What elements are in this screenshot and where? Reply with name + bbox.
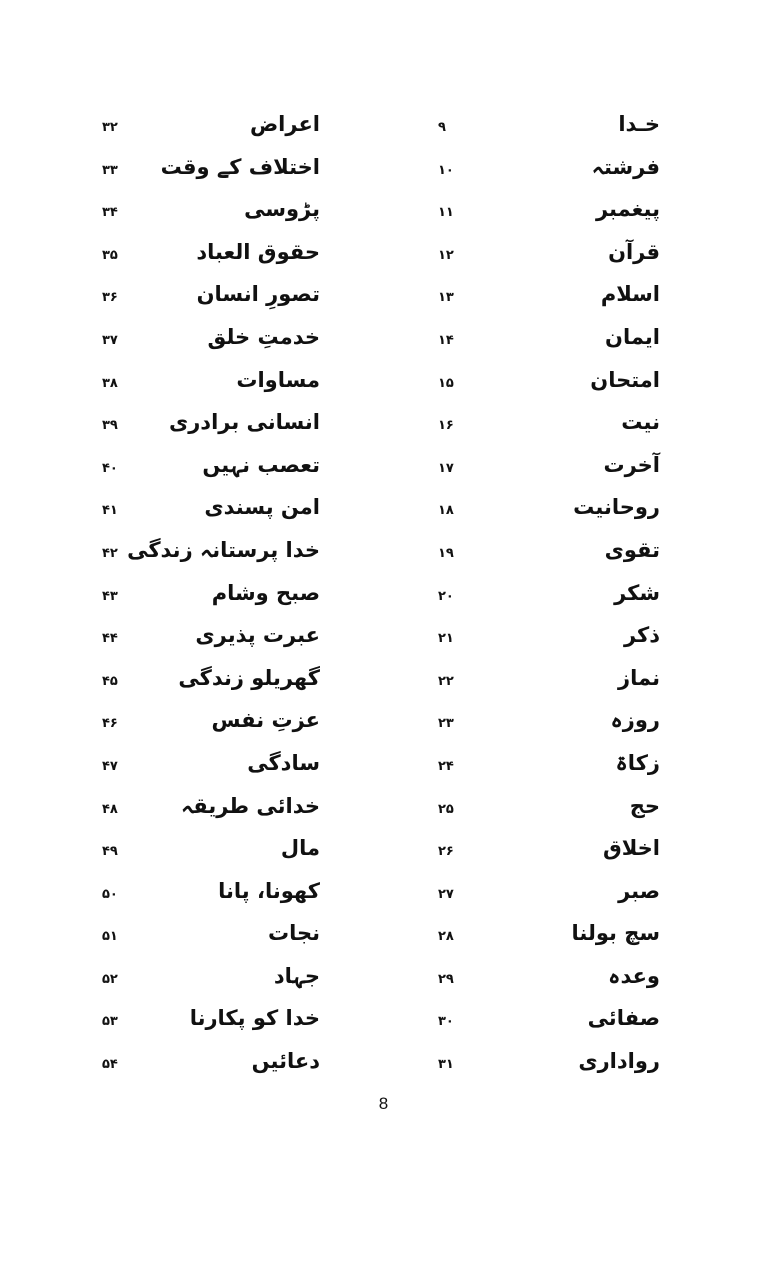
toc-entry-page-number: ۱۸ [438, 503, 454, 519]
toc-entry [90, 790, 340, 833]
toc-entry-title: تقوی [604, 537, 660, 562]
toc-entry [400, 1002, 670, 1045]
toc-entry-page-number: ۵۰ [102, 886, 118, 902]
toc-entry-page-number: ۲۵ [438, 801, 454, 817]
toc-entry [90, 406, 340, 449]
toc-entry-title: رواداری [578, 1049, 660, 1074]
toc-entry-title: فرشتہ [591, 154, 660, 179]
toc-entry-page-number: ۳۲ [102, 120, 118, 135]
toc-entry-title: پڑوسی [244, 197, 320, 222]
toc-entry-title: گھریلو زندگی [178, 665, 320, 690]
toc-entry-title: صبح وشام [211, 580, 320, 605]
toc-entry [400, 321, 670, 364]
toc-entry-title: اسلام [600, 282, 660, 307]
toc-entry-page-number: ۱۴ [438, 332, 454, 348]
toc-entry [400, 960, 670, 1003]
toc-entry-title: انسانی برادری [168, 410, 320, 435]
toc-entry-page-number: ۱۳ [438, 290, 454, 306]
toc-entry-title: پیغمبر [595, 197, 660, 222]
toc-entry-title: مال [280, 836, 320, 861]
toc-entry-title: خدا پرستانہ زندگی [127, 537, 320, 562]
toc-entry-title: ایمان [605, 324, 660, 349]
toc-entry [90, 278, 340, 321]
toc-entry [90, 236, 340, 279]
toc-entry [400, 662, 670, 705]
toc-entry [400, 747, 670, 790]
toc-entry [400, 193, 670, 236]
toc-entry [400, 619, 670, 662]
toc-entry-page-number: ۲۰ [438, 588, 454, 604]
toc-entry [400, 236, 670, 279]
toc-entry-title: سادگی [247, 750, 320, 775]
toc-entry-title: کھونا، پانا [218, 878, 320, 903]
toc-entry-page-number: ۴۲ [102, 545, 118, 561]
toc-entry [400, 1045, 670, 1088]
toc-entry-page-number: ۳۱ [438, 1057, 454, 1073]
toc-entry [400, 491, 670, 534]
toc-entry-title: نماز [618, 665, 660, 690]
toc-entry-title: روحانیت [573, 495, 660, 520]
toc-entry [400, 406, 670, 449]
toc-entry-page-number: ۴۷ [102, 758, 118, 774]
toc-entry-title: جہاد [273, 963, 320, 988]
toc-entry-page-number: ۳۹ [102, 418, 118, 434]
toc-entry-title: خدائی طریقہ [180, 793, 320, 818]
toc-entry-page-number: ۴۹ [102, 844, 118, 860]
toc-entry-page-number: ۲۴ [438, 758, 454, 774]
toc-entry-page-number: ۳۸ [102, 375, 118, 391]
toc-entry [400, 534, 670, 577]
toc-entry [90, 193, 340, 236]
toc-entry-title: اختلاف کے وقت [160, 154, 320, 179]
toc-entry-page-number: ۳۰ [438, 1014, 454, 1030]
toc-entry-page-number: ۳۵ [102, 247, 118, 263]
toc-entry-title: حج [629, 793, 660, 818]
toc-entry-page-number: ۹ [438, 120, 446, 135]
toc-entry-title: نجات [267, 921, 320, 946]
toc-entry-page-number: ۵۳ [102, 1014, 118, 1030]
toc-entry-page-number: ۱۷ [438, 460, 454, 476]
toc-entry-page-number: ۵۲ [102, 971, 118, 987]
toc-entry-page-number: ۱۰ [438, 162, 454, 178]
toc-entry-title: خـدا [618, 112, 660, 136]
toc-entry-title: قرآن [608, 239, 660, 264]
toc-entry-page-number: ۴۱ [102, 503, 118, 519]
toc-entry-page-number: ۲۷ [438, 886, 454, 902]
toc-entry-title: خدا کو پکارنا [189, 1006, 320, 1031]
toc-entry-page-number: ۳۴ [102, 205, 118, 221]
toc-entry [90, 875, 340, 918]
toc-column-right [400, 108, 670, 1088]
toc-entry-page-number: ۳۳ [102, 162, 118, 178]
toc-entry [90, 960, 340, 1003]
toc-entry-title: حقوق العباد [196, 239, 320, 264]
toc-entry-page-number: ۲۶ [438, 844, 454, 860]
toc-entry [90, 364, 340, 407]
toc-entry-page-number: ۱۱ [438, 205, 454, 221]
toc-entry-page-number: ۴۸ [102, 801, 118, 817]
toc-entry-page-number: ۲۲ [438, 673, 454, 689]
toc-entry-title: امتحان [590, 367, 660, 392]
toc-entry [400, 704, 670, 747]
toc-entry [400, 364, 670, 407]
toc-entry-title: خدمتِ خلق [207, 324, 320, 349]
toc-entry [90, 704, 340, 747]
toc-entry [90, 108, 340, 151]
toc-entry [90, 619, 340, 662]
toc-entry [400, 449, 670, 492]
toc-entry [90, 534, 340, 577]
toc-entry-page-number: ۱۲ [438, 247, 454, 263]
toc-entry-title: دعائیں [251, 1049, 320, 1074]
toc-entry [90, 577, 340, 620]
toc-entry [90, 662, 340, 705]
toc-entry-page-number: ۵۱ [102, 929, 118, 945]
toc-entry-page-number: ۱۹ [438, 545, 454, 561]
toc-entry [90, 1002, 340, 1045]
toc-entry-title: مساوات [236, 367, 320, 392]
toc-entry-page-number: ۴۴ [102, 631, 118, 647]
toc-entry-page-number: ۲۸ [438, 929, 454, 945]
toc-entry [90, 491, 340, 534]
toc-entry [400, 917, 670, 960]
toc-entry-title: وعدہ [608, 963, 660, 988]
toc-entry-title: اخلاق [602, 836, 660, 861]
toc-entry-title: ذکر [623, 623, 660, 648]
toc-entry-page-number: ۴۳ [102, 588, 118, 604]
toc-entry-title: صفائی [587, 1006, 660, 1031]
toc-entry [90, 832, 340, 875]
toc-entry [90, 917, 340, 960]
page-number: 8 [378, 1094, 389, 1113]
toc-entry-page-number: ۵۴ [102, 1057, 118, 1073]
toc-entry-page-number: ۴۰ [102, 460, 118, 476]
toc-entry-page-number: ۲۱ [438, 631, 454, 647]
toc-column-left [90, 108, 340, 1088]
toc-entry [90, 321, 340, 364]
toc-entry-title: نیت [621, 410, 660, 435]
toc-entry-title: تصورِ انسان [196, 282, 320, 307]
toc-entry [400, 832, 670, 875]
toc-entry-title: شکر [614, 580, 660, 605]
toc-entry [400, 790, 670, 833]
toc-entry-title: روزہ [610, 708, 660, 733]
toc-entry-title: تعصب نہیں [202, 452, 320, 477]
toc-entry [400, 108, 670, 151]
toc-entry-title: اعراض [249, 112, 320, 136]
toc-entry-page-number: ۲۳ [438, 716, 454, 732]
toc-entry [90, 449, 340, 492]
toc-entry-page-number: ۳۷ [102, 332, 118, 348]
toc-entry-title: سچ بولنا [571, 921, 660, 946]
toc-entry-page-number: ۲۹ [438, 971, 454, 987]
toc-entry-title: صبر [618, 878, 660, 903]
toc-entry [400, 151, 670, 194]
toc-entry [400, 278, 670, 321]
toc-entry [90, 1045, 340, 1088]
toc-entry-title: عبرت پذیری [195, 623, 320, 648]
toc-entry [400, 577, 670, 620]
toc-entry-page-number: ۱۵ [438, 375, 454, 391]
toc-entry [90, 151, 340, 194]
toc-entry [90, 747, 340, 790]
toc-entry-title: زکاۃ [615, 750, 660, 775]
toc-entry-title: آخرت [603, 452, 660, 477]
toc-entry [400, 875, 670, 918]
toc-entry-title: عزتِ نفس [211, 708, 320, 733]
toc-entry-page-number: ۳۶ [102, 290, 118, 306]
toc-entry-title: امن پسندی [204, 495, 320, 520]
toc-entry-page-number: ۴۵ [102, 673, 118, 689]
toc-entry-page-number: ۱۶ [438, 418, 454, 434]
toc-entry-page-number: ۴۶ [102, 716, 118, 732]
